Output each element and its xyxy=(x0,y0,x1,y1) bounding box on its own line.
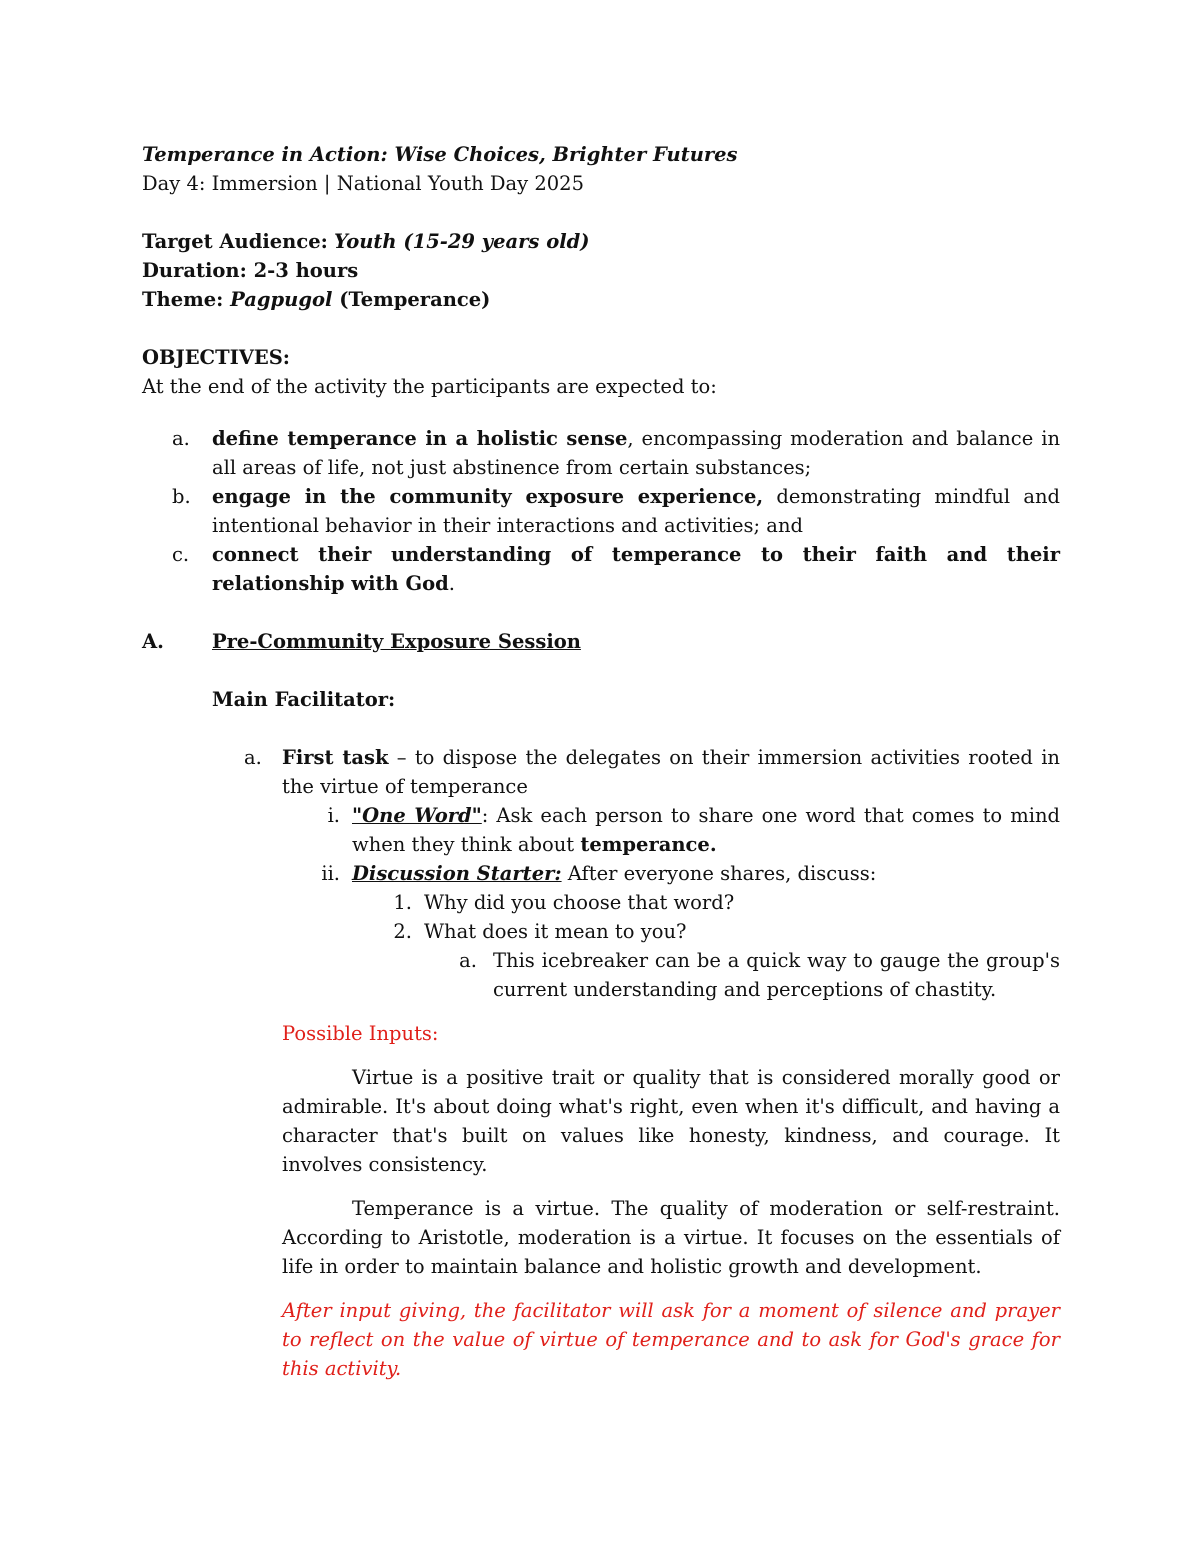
objective-item xyxy=(172,540,1060,598)
question-text: Why did you choose that word? xyxy=(424,891,735,914)
duration-value: 2-3 hours xyxy=(253,259,359,282)
objective-bold: define temperance in a holistic sense xyxy=(212,427,628,450)
subtask-discussion xyxy=(312,859,1060,888)
one-word-label: "One Word" xyxy=(352,804,482,827)
theme-line xyxy=(142,285,1060,314)
task-bold: First task xyxy=(282,746,389,769)
target-audience-line xyxy=(142,227,1060,256)
question-text: What does it mean to you? xyxy=(424,920,687,943)
section-a-heading xyxy=(142,627,1060,656)
theme-label: Theme: xyxy=(142,288,224,311)
theme-value-italic: Pagpugol xyxy=(230,288,333,311)
one-word-text: : Ask each person to share one word that comes to mind when they think about xyxy=(352,804,1060,856)
objective-item xyxy=(172,482,1060,540)
main-facilitator-label: Main Facilitator: xyxy=(212,688,396,711)
question-item xyxy=(382,917,1060,946)
note-text: This icebreaker can be a quick way to gauge the group's current understanding and perceptions of chastity. xyxy=(493,949,1060,1001)
subtask-marker: i. xyxy=(327,804,340,827)
note-marker: a. xyxy=(459,949,477,972)
duration-label: Duration: xyxy=(142,259,247,282)
section-marker: A. xyxy=(142,630,164,653)
target-audience-label: Target Audience: xyxy=(142,230,328,253)
objective-text: . xyxy=(448,572,455,595)
task-text: – to dispose the delegates on their immersion activities rooted in the virtue of temperance xyxy=(282,746,1060,798)
objective-item xyxy=(172,424,1060,482)
document-page xyxy=(142,140,1060,1383)
one-word-bold: temperance. xyxy=(580,833,717,856)
target-audience-value: Youth (15-29 years old) xyxy=(334,230,590,253)
theme-value-rest: (Temperance) xyxy=(339,288,491,311)
document-subtitle: Day 4: Immersion | National Youth Day 2025 xyxy=(142,172,584,195)
task-marker: a. xyxy=(244,746,262,769)
objective-marker: a. xyxy=(172,427,190,450)
discussion-label: Discussion Starter: xyxy=(352,862,562,885)
temperance-paragraph: Temperance is a virtue. The quality of moderation or self-restraint. According to Aristotle, moderation is a virtue. It focuses on the essentials of life in order to maintain balance and holistic growth and development. xyxy=(282,1197,1060,1278)
objective-text: , encompassing moderation and balance in all areas of life, not just abstinence from certain substances; xyxy=(212,427,1061,479)
objective-text: demonstrating mindful and intentional behavior in their interactions and activities; and xyxy=(212,485,1060,537)
duration-line xyxy=(142,256,1060,285)
discussion-text: After everyone shares, discuss: xyxy=(561,862,877,885)
subtask-marker: ii. xyxy=(321,862,340,885)
task-item xyxy=(244,743,1060,801)
virtue-paragraph: Virtue is a positive trait or quality that is considered morally good or admirable. It's about doing what's right, even when it's difficult, and having a character that's built on values like honesty, kindness, and courage. It involves consistency. xyxy=(282,1066,1060,1176)
question-item xyxy=(382,888,1060,917)
question-marker: 2. xyxy=(393,920,412,943)
question-marker: 1. xyxy=(393,891,412,914)
objective-marker: c. xyxy=(172,543,190,566)
objective-bold: connect their understanding of temperance to their faith and their relationship with God xyxy=(212,543,1060,595)
closing-instruction: After input giving, the facilitator will ask for a moment of silence and prayer to reflect on the value of virtue of temperance and to ask for God's grace for this activity. xyxy=(282,1299,1060,1380)
objectives-intro: At the end of the activity the participants are expected to: xyxy=(142,375,717,398)
possible-inputs-heading: Possible Inputs: xyxy=(282,1022,439,1045)
section-title: Pre-Community Exposure Session xyxy=(212,630,581,653)
objective-marker: b. xyxy=(172,485,191,508)
subtask-one-word xyxy=(312,801,1060,859)
objectives-heading: OBJECTIVES: xyxy=(142,346,290,369)
objective-bold: engage in the community exposure experience, xyxy=(212,485,764,508)
document-title: Temperance in Action: Wise Choices, Brighter Futures xyxy=(142,143,738,166)
icebreaker-note xyxy=(447,946,1060,1004)
